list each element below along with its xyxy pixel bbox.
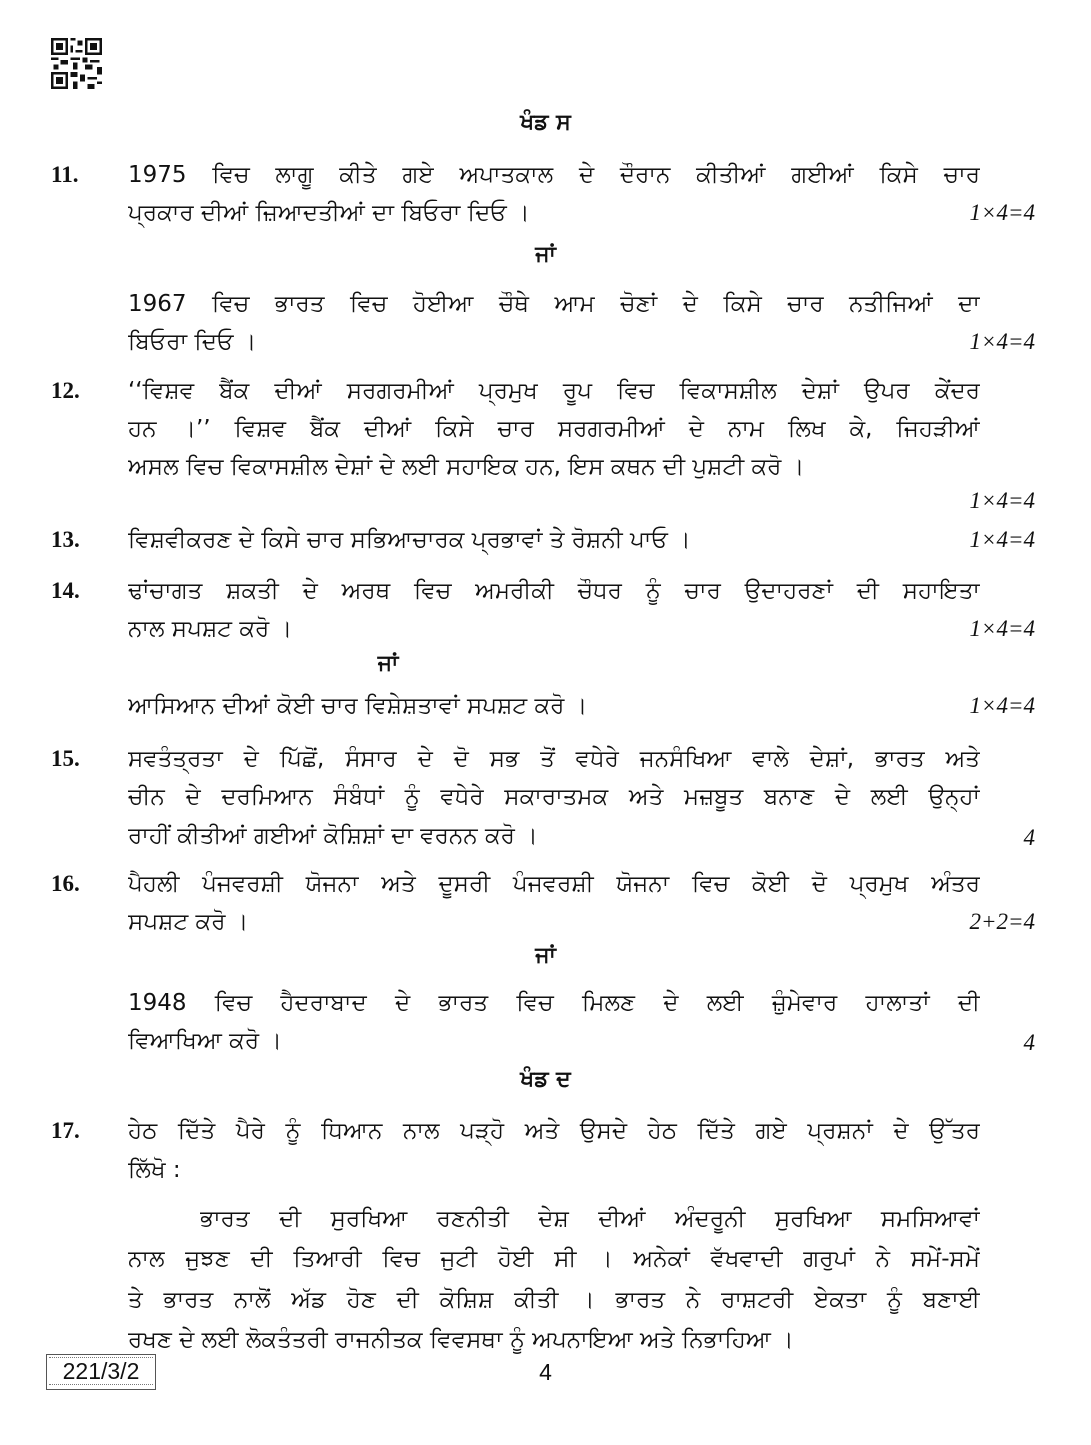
question-number: 17. — [51, 1118, 80, 1143]
question-text-line: ਚੀਨ ਦੇ ਦਰਮਿਆਨ ਸੰਬੰਧਾਂ ਨੂੰ ਵਧੇਰੇ ਸਕਾਰਾਤਮਕ ਅਤੇ ਮਜ਼ਬੂਤ ਬਨਾਣ ਦੇ ਲਈ ਉਨ੍ਹਾਂ — [128, 784, 980, 810]
question-text-line: ਹੇਠ ਦਿੱਤੇ ਪੈਰੇ ਨੂੰ ਧਿਆਨ ਨਾਲ ਪੜ੍ਹੋ ਅਤੇ ਉਸਦੇ ਹੇਠ ਦਿੱਤੇ ਗਏ ਪ੍ਰਸ਼ਨਾਂ ਦੇ ਉੱਤਰ — [128, 1118, 980, 1144]
qr-code-icon — [51, 38, 102, 89]
passage-line: ਰਖਣ ਦੇ ਲਈ ਲੋਕਤੰਤਰੀ ਰਾਜਨੀਤਕ ਵਿਵਸਥਾ ਨੂੰ ਅਪਨਾਇਆ ਅਤੇ ਨਿਭਾਹਿਆ । — [128, 1327, 794, 1353]
passage-line: ਤੇ ਭਾਰਤ ਨਾਲੋਂ ਅੱਡ ਹੋਣ ਦੀ ਕੋਸ਼ਿਸ਼ ਕੀਤੀ । ਭਾਰਤ ਨੇ ਰਾਸ਼ਟਰੀ ਏਕਤਾ ਨੂੰ ਬਣਾਈ — [128, 1287, 980, 1313]
or-heading: ਜਾਂ — [535, 943, 556, 968]
question-text-line: ਨਾਲ ਸਪਸ਼ਟ ਕਰੋ । — [128, 616, 293, 642]
question-text-line: ਲਿੱਖੋ : — [128, 1157, 181, 1183]
question-text-line: ਵਿਆਖਿਆ ਕਰੋ । — [128, 1028, 282, 1054]
marks-label: 2+2=4 — [969, 909, 1035, 934]
question-number: 15. — [51, 746, 80, 771]
question-number: 14. — [51, 578, 80, 603]
question-text-line: 1948 ਵਿਚ ਹੈਦਰਾਬਾਦ ਦੇ ਭਾਰਤ ਵਿਚ ਮਿਲਣ ਦੇ ਲਈ ਜ਼ੁੰਮੇਵਾਰ ਹਾਲਾਤਾਂ ਦੀ — [128, 990, 980, 1016]
question-text-line: ‘‘ਵਿਸ਼ਵ ਬੈਂਕ ਦੀਆਂ ਸਰਗਰਮੀਆਂ ਪ੍ਰਮੁਖ ਰੂਪ ਵਿਚ ਵਿਕਾਸਸ਼ੀਲ ਦੇਸ਼ਾਂ ਉਪਰ ਕੇਂਦਰ — [128, 378, 980, 404]
marks-label: 1×4=4 — [969, 200, 1035, 225]
question-text-line: ਸਪਸ਼ਟ ਕਰੋ । — [128, 909, 249, 935]
marks-label: 4 — [1023, 825, 1035, 850]
question-text-line: ਪੈਹਲੀ ਪੰਜਵਰਸ਼ੀ ਯੋਜਨਾ ਅਤੇ ਦੂਸਰੀ ਪੰਜਵਰਸ਼ੀ ਯੋਜਨਾ ਵਿਚ ਕੋਈ ਦੋ ਪ੍ਰਮੁਖ ਅੰਤਰ — [128, 871, 980, 897]
or-heading: ਜਾਂ — [535, 242, 556, 267]
page-number: 4 — [539, 1359, 552, 1385]
question-text-line: ਹਨ ।’’ ਵਿਸ਼ਵ ਬੈਂਕ ਦੀਆਂ ਕਿਸੇ ਚਾਰ ਸਰਗਰਮੀਆਂ ਦੇ ਨਾਮ ਲਿਖ ਕੇ, ਜਿਹੜੀਆਂ — [128, 416, 980, 442]
passage-line: ਨਾਲ ਜੁਝਣ ਦੀ ਤਿਆਰੀ ਵਿਚ ਜੁਟੀ ਹੋਈ ਸੀ । ਅਨੇਕਾਂ ਵੱਖਵਾਦੀ ਗਰੁਪਾਂ ਨੇ ਸਮੇਂ-ਸਮੇਂ — [128, 1246, 980, 1272]
question-text-line: ਬਿਓਰਾ ਦਿਓ । — [128, 329, 257, 355]
paper-code: 221/3/2 — [62, 1358, 140, 1384]
section-heading: ਖੰਡ ਸ — [520, 110, 571, 135]
question-text-line: ਅਸਲ ਵਿਚ ਵਿਕਾਸਸ਼ੀਲ ਦੇਸ਼ਾਂ ਦੇ ਲਈ ਸਹਾਇਕ ਹਨ, ਇਸ ਕਥਨ ਦੀ ਪੁਸ਼ਟੀ ਕਰੋ । — [128, 454, 805, 480]
question-text-line: 1975 ਵਿਚ ਲਾਗੂ ਕੀਤੇ ਗਏ ਅਪਾਤਕਾਲ ਦੇ ਦੌਰਾਨ ਕੀਤੀਆਂ ਗਈਆਂ ਕਿਸੇ ਚਾਰ — [128, 162, 980, 188]
marks-label: 1×4=4 — [969, 527, 1035, 552]
question-number: 12. — [51, 378, 80, 403]
question-text-line: ਪ੍ਰਕਾਰ ਦੀਆਂ ਜ਼ਿਆਦਤੀਆਂ ਦਾ ਬਿਓਰਾ ਦਿਓ । — [128, 200, 530, 226]
marks-label: 4 — [1023, 1030, 1035, 1055]
question-text-line: ਸਵਤੰਤ੍ਰਤਾ ਦੇ ਪਿੱਛੋਂ, ਸੰਸਾਰ ਦੇ ਦੋ ਸਭ ਤੋਂ ਵਧੇਰੇ ਜਨਸੰਖਿਆ ਵਾਲੇ ਦੇਸ਼ਾਂ, ਭਾਰਤ ਅਤੇ — [128, 746, 980, 772]
question-number: 16. — [51, 871, 80, 896]
question-number: 13. — [51, 527, 80, 552]
question-text-line: ਢਾਂਚਾਗਤ ਸ਼ਕਤੀ ਦੇ ਅਰਥ ਵਿਚ ਅਮਰੀਕੀ ਚੌਧਰ ਨੂੰ ਚਾਰ ਉਦਾਹਰਣਾਂ ਦੀ ਸਹਾਇਤਾ — [128, 578, 980, 604]
question-text-line: ਵਿਸ਼ਵੀਕਰਣ ਦੇ ਕਿਸੇ ਚਾਰ ਸਭਿਆਚਾਰਕ ਪ੍ਰਭਾਵਾਂ ਤੇ ਰੋਸ਼ਨੀ ਪਾਓ । — [128, 527, 691, 553]
or-heading: ਜਾਂ — [377, 651, 399, 676]
marks-label: 1×4=4 — [969, 488, 1035, 513]
marks-label: 1×4=4 — [969, 616, 1035, 641]
passage-line: ਭਾਰਤ ਦੀ ਸੁਰਖਿਆ ਰਣਨੀਤੀ ਦੇਸ਼ ਦੀਆਂ ਅੰਦਰੂਨੀ ਸੁਰਖਿਆ ਸਮਸਿਆਵਾਂ — [200, 1206, 980, 1232]
section-heading: ਖੰਡ ਦ — [520, 1067, 571, 1092]
question-text-line: ਰਾਹੀਂ ਕੀਤੀਆਂ ਗਈਆਂ ਕੋਸ਼ਿਸ਼ਾਂ ਦਾ ਵਰਨਨ ਕਰੋ । — [128, 823, 538, 849]
marks-label: 1×4=4 — [969, 329, 1035, 354]
question-text-line: 1967 ਵਿਚ ਭਾਰਤ ਵਿਚ ਹੋਈਆ ਚੌਥੇ ਆਮ ਚੋਣਾਂ ਦੇ ਕਿਸੇ ਚਾਰ ਨਤੀਜਿਆਂ ਦਾ — [128, 291, 980, 317]
marks-label: 1×4=4 — [969, 693, 1035, 718]
question-number: 11. — [51, 162, 79, 187]
question-text-line: ਆਸਿਆਨ ਦੀਆਂ ਕੋਈ ਚਾਰ ਵਿਸ਼ੇਸ਼ਤਾਵਾਂ ਸਪਸ਼ਟ ਕਰੋ । — [128, 693, 588, 719]
